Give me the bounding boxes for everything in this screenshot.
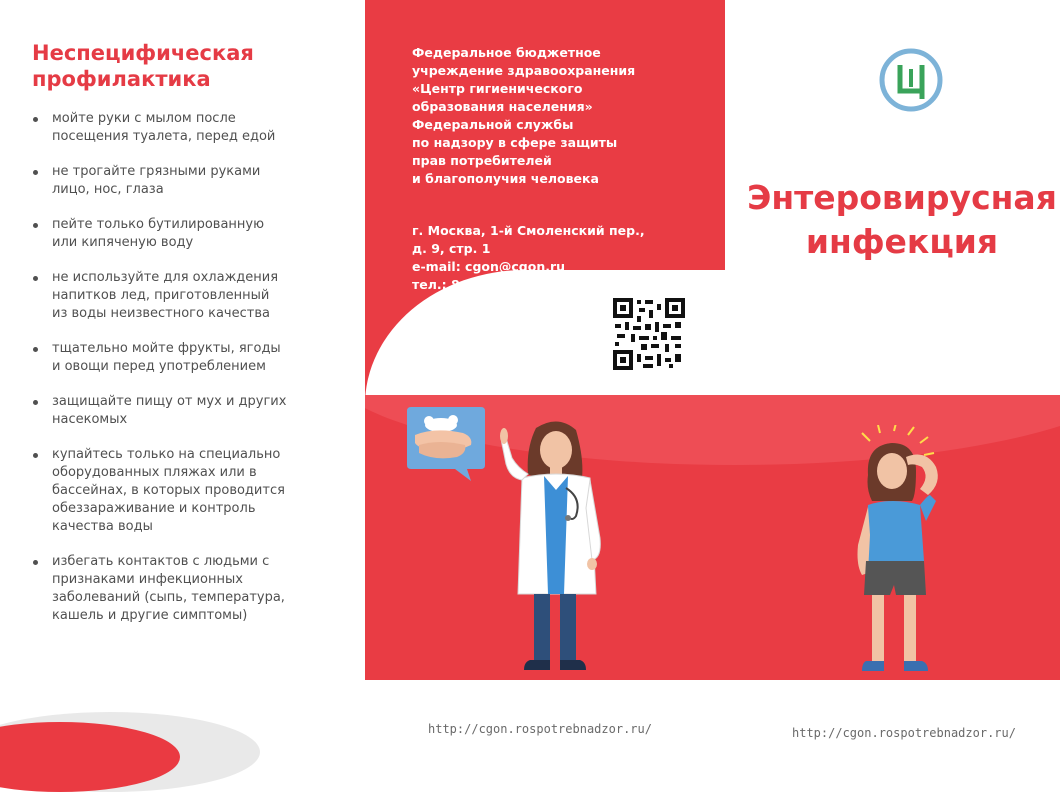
address-line: г. Москва, 1-й Смоленский пер., — [412, 223, 645, 238]
tip-item — [30, 216, 350, 252]
tip-item — [30, 110, 350, 146]
org-line: учреждение здравоохранения — [412, 63, 636, 78]
prevention-tips-list — [30, 110, 350, 642]
tip-item — [30, 446, 350, 536]
organization-name — [412, 44, 712, 188]
tip-line: качества воды — [52, 519, 153, 534]
tip-line: и овощи перед употреблением — [52, 359, 266, 374]
tip-line: кашель и другие симптомы) — [52, 608, 248, 623]
tip-line: из воды неизвестного качества — [52, 306, 270, 321]
address-line: д. 9, стр. 1 — [412, 241, 491, 256]
tip-line: лицо, нос, глаза — [52, 182, 164, 197]
tip-line: купайтесь только на специально — [52, 447, 281, 462]
website-link[interactable]: http://cgon.rospotrebnadzor.ru/ — [792, 726, 1016, 740]
qr-code-graphic — [613, 298, 685, 370]
logo-graphic — [878, 47, 944, 113]
tip-line: не трогайте грязными руками — [52, 164, 261, 179]
hand-washing-icon — [405, 405, 487, 483]
tip-line: напитков лед, приготовленный — [52, 288, 270, 303]
tip-line: мойте руки с мылом после — [52, 111, 236, 126]
tip-line: тщательно мойте фрукты, ягоды — [52, 341, 281, 356]
title-line1: Энтеровирусная — [747, 178, 1057, 217]
tip-line: не используйте для охлаждения — [52, 270, 279, 285]
prevention-title-line2: профилактика — [32, 67, 211, 91]
email-text[interactable]: e-mail: cgon@cgon.ru — [412, 259, 566, 274]
tip-line: бассейнах, в которых проводится — [52, 483, 285, 498]
tip-item — [30, 393, 350, 429]
tip-item — [30, 553, 350, 625]
tip-line: оборудованных пляжах или в — [52, 465, 257, 480]
org-line: по надзору в сфере защиты — [412, 135, 618, 150]
tip-item — [30, 340, 350, 376]
tip-item — [30, 269, 350, 323]
tip-line: обеззараживание и контроль — [52, 501, 256, 516]
tip-line: пейте только бутилированную — [52, 217, 265, 232]
org-line: образования населения» — [412, 99, 593, 114]
logo-icon — [878, 47, 944, 113]
website-link[interactable]: http://cgon.rospotrebnadzor.ru/ — [428, 722, 652, 736]
org-line: «Центр гигиенического — [412, 81, 583, 96]
contact-info — [412, 222, 712, 294]
org-line: прав потребителей — [412, 153, 552, 168]
tip-item — [30, 163, 350, 199]
tip-line: посещения туалета, перед едой — [52, 129, 276, 144]
tip-line: избегать контактов с людьми с — [52, 554, 270, 569]
tip-line: насекомых — [52, 412, 128, 427]
tip-line: заболеваний (сыпь, температура, — [52, 590, 285, 605]
prevention-title — [32, 40, 352, 92]
brochure-title — [732, 176, 1060, 264]
tip-line: защищайте пищу от мух и других — [52, 394, 287, 409]
doctor-illustration — [488, 418, 618, 674]
title-line2: инфекция — [805, 222, 999, 261]
girl-illustration — [850, 425, 955, 677]
org-line: и благополучия человека — [412, 171, 599, 186]
tip-line: или кипяченую воду — [52, 235, 194, 250]
org-line: Федеральное бюджетное — [412, 45, 601, 60]
org-line: Федеральной службы — [412, 117, 574, 132]
tip-line: признаками инфекционных — [52, 572, 243, 587]
prevention-title-line1: Неспецифическая — [32, 41, 254, 65]
qr-code-icon[interactable] — [605, 290, 693, 378]
phone-text[interactable]: тел.: 8 (499) 241 86 28 — [412, 277, 576, 292]
